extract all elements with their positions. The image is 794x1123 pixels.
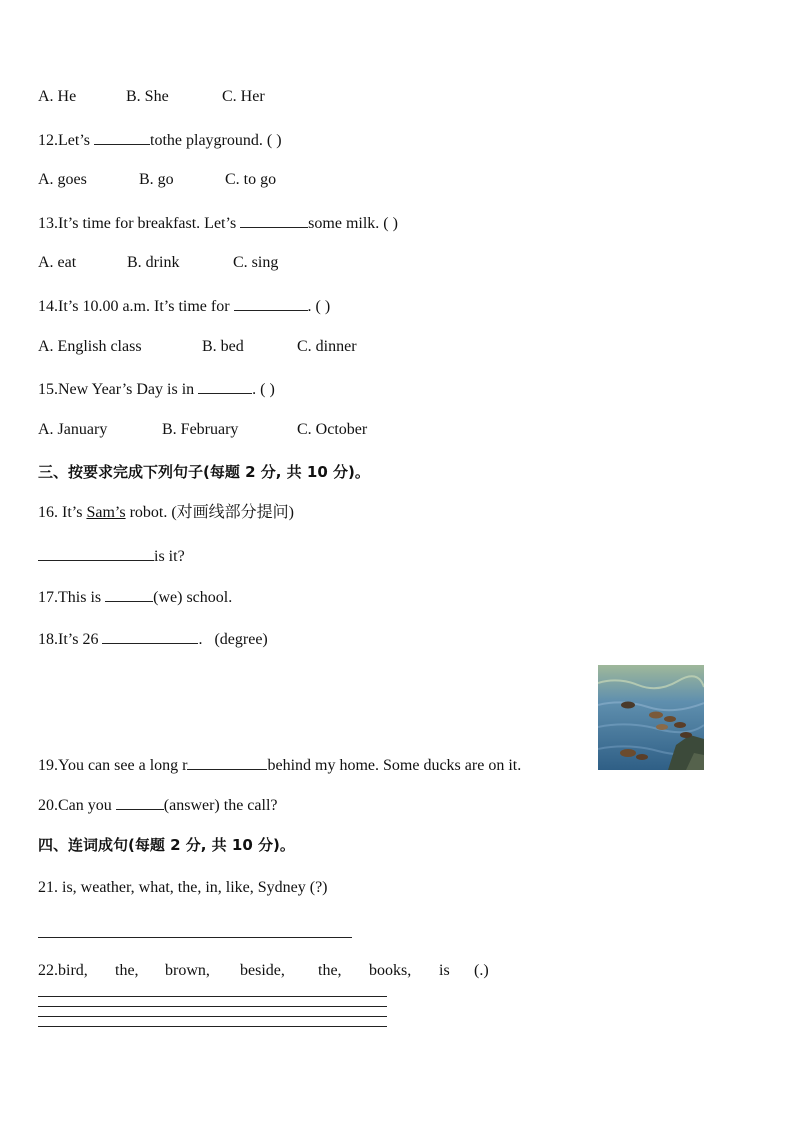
q15-number: 15.: [38, 381, 58, 398]
q15-options: [38, 420, 367, 440]
q19-stem: [38, 754, 521, 776]
q22-answer-line[interactable]: [38, 1026, 387, 1027]
q12-text-rest: the playground.: [162, 132, 263, 149]
q22-word: brown,: [165, 962, 210, 979]
q18-hint: (degree): [214, 631, 268, 648]
q22-number: 22.: [38, 962, 58, 979]
q12-option-a[interactable]: A. goes: [38, 171, 87, 188]
q22-stem: [38, 961, 489, 981]
q15-option-c[interactable]: C. October: [297, 421, 368, 438]
q20-text: Can you: [58, 797, 112, 814]
q11-option-b[interactable]: B. She: [126, 88, 169, 105]
q13-blank[interactable]: [240, 212, 308, 228]
q13-option-b[interactable]: B. drink: [127, 254, 180, 271]
q16-text: It’s: [62, 504, 83, 521]
q17-blank[interactable]: [105, 586, 153, 602]
q21-words: is, weather, what, the, in, like, Sydney (?): [62, 879, 328, 896]
q15-answer-paren[interactable]: ( ): [260, 381, 275, 398]
q13-stem: [38, 212, 398, 234]
q12-text: Let’s: [58, 132, 90, 149]
q22-word: books,: [369, 962, 412, 979]
q16-answer-tail: is it?: [154, 548, 185, 565]
q17-hint: (we) school.: [153, 589, 233, 606]
q13-text: It’s time for breakfast. Let’s: [58, 215, 237, 232]
river-ducks-photo: [598, 665, 704, 770]
q13-text-rest: some milk.: [308, 215, 380, 232]
q17-stem: [38, 586, 232, 608]
q18-blank[interactable]: [102, 628, 198, 644]
q13-number: 13.: [38, 215, 58, 232]
q19-blank[interactable]: [187, 754, 267, 770]
q14-option-c[interactable]: C. dinner: [297, 338, 357, 355]
q17-text: This is: [58, 589, 102, 606]
q12-answer-paren[interactable]: ( ): [266, 132, 282, 149]
q12-options: [38, 170, 276, 190]
q11-option-c[interactable]: C. Her: [222, 88, 265, 105]
q14-period: .: [307, 298, 312, 315]
q11-options: [38, 87, 265, 107]
q12-option-c[interactable]: C. to go: [225, 171, 277, 188]
q19-text-rest: behind my home. Some ducks are on it.: [267, 757, 522, 774]
q11-option-a[interactable]: A. He: [38, 88, 77, 105]
q14-answer-paren[interactable]: ( ): [315, 298, 331, 315]
q16-stem: [38, 503, 294, 523]
q22-answer-line[interactable]: [38, 1006, 387, 1007]
q16-underlined-word: Sam’s: [86, 504, 126, 521]
q12-stem: [38, 129, 282, 151]
q12-text-to: to: [150, 132, 163, 149]
q14-option-b[interactable]: B. bed: [202, 338, 244, 355]
q22-answer-line[interactable]: [38, 1016, 387, 1017]
q17-number: 17.: [38, 589, 58, 606]
q16-blank[interactable]: [38, 545, 154, 561]
q16-instruction: robot. (对画线部分提问): [129, 504, 295, 521]
q12-blank[interactable]: [94, 129, 150, 145]
q19-text: You can see a long r: [58, 757, 188, 774]
q14-stem: [38, 295, 330, 317]
q15-option-a[interactable]: A. January: [38, 421, 108, 438]
q22-word: is: [439, 962, 450, 979]
q22-word: (.): [474, 962, 489, 979]
q15-period: .: [252, 381, 257, 398]
q16-number: 16.: [38, 504, 58, 521]
q14-number: 14.: [38, 298, 58, 315]
q22-word: the,: [318, 962, 342, 979]
section-3-heading: 三、按要求完成下列句子(每题 2 分, 共 10 分)。: [38, 463, 370, 481]
q20-number: 20.: [38, 797, 58, 814]
q15-stem: [38, 378, 275, 400]
q20-hint: (answer) the call?: [163, 797, 278, 814]
q13-option-c[interactable]: C. sing: [233, 254, 279, 271]
q13-options: [38, 253, 278, 273]
q22-word: beside,: [240, 962, 285, 979]
q13-answer-paren[interactable]: ( ): [383, 215, 398, 232]
q18-number: 18.: [38, 631, 58, 648]
q12-option-b[interactable]: B. go: [139, 171, 174, 188]
q21-number: 21.: [38, 879, 58, 896]
q22-answer-line[interactable]: [38, 996, 387, 997]
q14-blank[interactable]: [234, 295, 308, 311]
q20-blank[interactable]: [116, 794, 164, 810]
q14-text: It’s 10.00 a.m. It’s time for: [58, 298, 230, 315]
q14-options: [38, 337, 357, 357]
q13-option-a[interactable]: A. eat: [38, 254, 77, 271]
q21-stem: [38, 878, 328, 898]
q19-number: 19.: [38, 757, 58, 774]
q15-option-b[interactable]: B. February: [162, 421, 239, 438]
q18-text: It’s 26: [58, 631, 99, 648]
q16-answer-line: [38, 545, 185, 567]
q22-word: the,: [115, 962, 139, 979]
q18-period: .: [198, 631, 203, 648]
q15-text: New Year’s Day is in: [58, 381, 195, 398]
section-4-heading: 四、连词成句(每题 2 分, 共 10 分)。: [38, 836, 295, 854]
q15-blank[interactable]: [198, 378, 252, 394]
q20-stem: [38, 794, 278, 816]
q22-word: bird,: [58, 962, 88, 979]
q21-answer-line[interactable]: [38, 937, 352, 938]
q14-option-a[interactable]: A. English class: [38, 338, 142, 355]
q18-stem: [38, 628, 268, 650]
q12-number: 12.: [38, 132, 58, 149]
